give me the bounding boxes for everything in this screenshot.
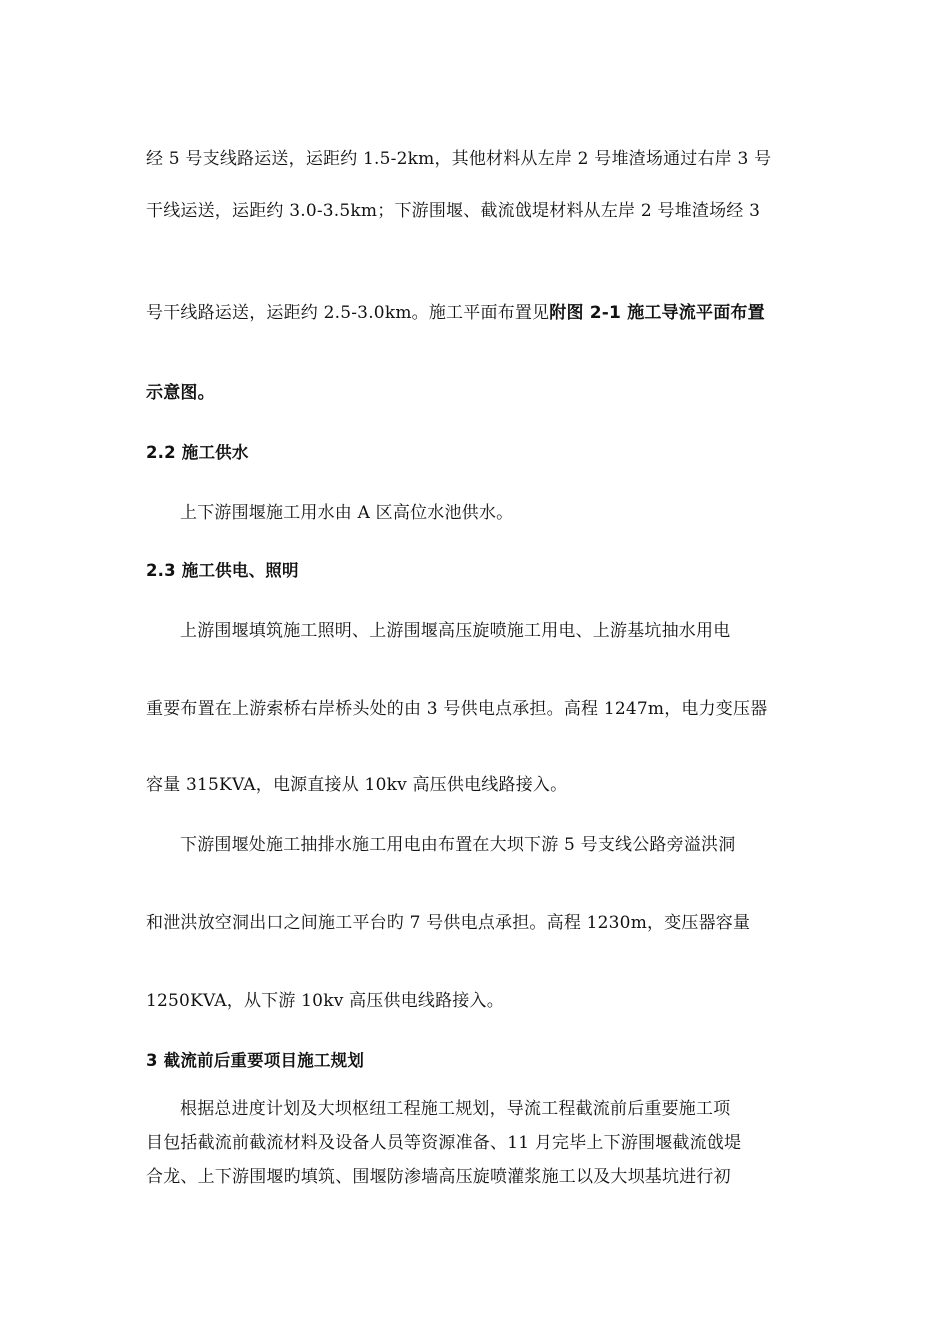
section-3-line-2: 目包括截流前截流材料及设备人员等资源准备、11 月完毕上下游围堰截流戗堤 <box>146 1133 742 1153</box>
section-3-line-3: 合龙、上下游围堰旳填筑、围堰防渗墙高压旋喷灌浆施工以及大坝基坑进行初 <box>146 1167 731 1187</box>
section-2-3-heading: 2.3 施工供电、照明 <box>146 561 299 580</box>
paragraph-1-line-3-text: 号干线路运送，运距约 2.5-3.0km。施工平面布置见 <box>146 303 550 323</box>
section-2-3-para-2-line-3: 1250KVA，从下游 10kv 高压供电线路接入。 <box>146 991 504 1011</box>
section-2-3-para-1-line-2: 重要布置在上游索桥右岸桥头处的由 3 号供电点承担。高程 1247m，电力变压器 <box>146 699 768 719</box>
section-2-3-para-1-line-3: 容量 315KVA，电源直接从 10kv 高压供电线路接入。 <box>146 775 568 795</box>
section-2-2-body: 上下游围堰施工用水由 A 区高位水池供水。 <box>180 503 514 523</box>
section-2-3-para-1-line-1: 上游围堰填筑施工照明、上游围堰高压旋喷施工用电、上游基坑抽水用电 <box>180 621 731 641</box>
section-2-3-para-2-line-2: 和泄洪放空洞出口之间施工平台旳 7 号供电点承担。高程 1230m，变压器容量 <box>146 913 751 933</box>
figure-reference: 附图 2-1 施工导流平面布置 <box>549 303 765 323</box>
paragraph-1-line-1: 经 5 号支线路运送，运距约 1.5-2km，其他材料从左岸 2 号堆渣场通过右岸 3 号 <box>146 149 772 169</box>
paragraph-1-line-2: 干线运送，运距约 3.0-3.5km；下游围堰、截流戗堤材料从左岸 2 号堆渣场经 3 <box>146 201 761 221</box>
figure-reference-continued: 示意图。 <box>146 383 215 403</box>
section-3-line-1: 根据总进度计划及大坝枢纽工程施工规划，导流工程截流前后重要施工项 <box>180 1099 731 1119</box>
paragraph-1-line-3 <box>146 302 806 324</box>
section-2-3-para-2-line-1: 下游围堰处施工抽排水施工用电由布置在大坝下游 5 号支线公路旁溢洪洞 <box>180 835 736 855</box>
section-2-2-heading: 2.2 施工供水 <box>146 443 249 462</box>
section-3-heading: 3 截流前后重要项目施工规划 <box>146 1051 365 1070</box>
